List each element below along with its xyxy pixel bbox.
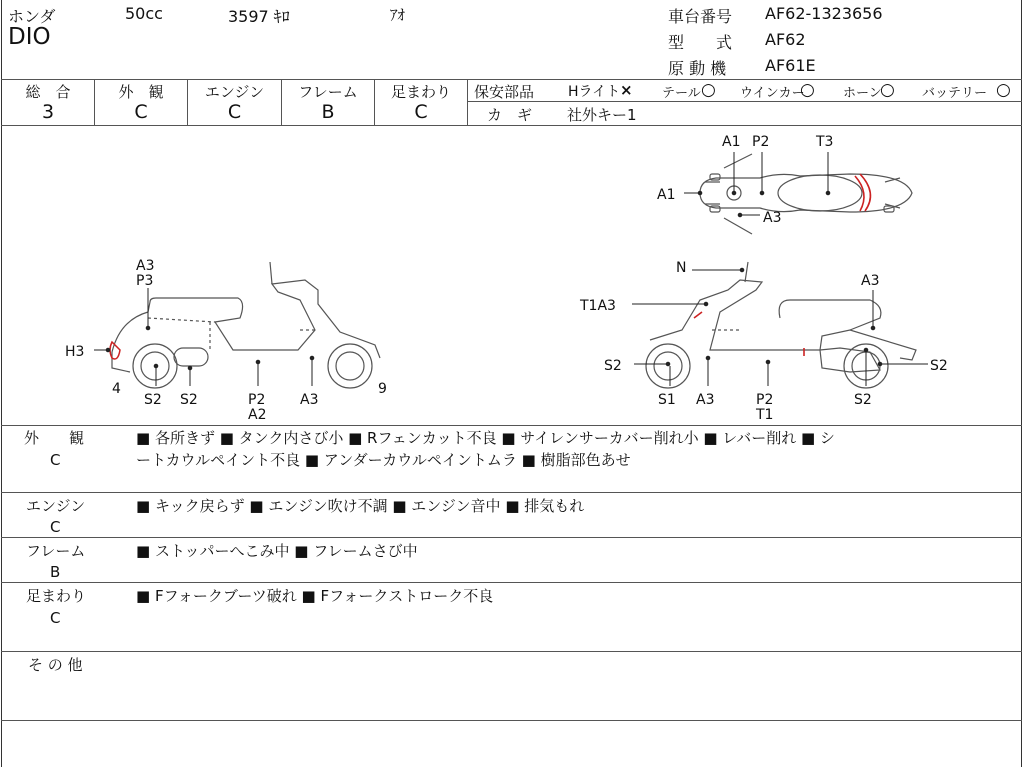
diagram-label: S2	[604, 358, 622, 374]
top-view	[700, 154, 912, 234]
note-category: エンジン	[26, 497, 86, 515]
note-text: ■ Fフォークブーツ破れ ■ Fフォークストローク不良	[136, 587, 494, 605]
note-grade: B	[50, 563, 61, 581]
divider	[1, 720, 1022, 721]
grade-value-overall: 3	[41, 101, 55, 123]
maker: ホンダ	[8, 7, 56, 26]
divider	[1, 651, 1022, 652]
diagram-label: N	[676, 260, 687, 276]
diagram-label: S2	[854, 392, 872, 408]
diagram-label: T1	[756, 407, 774, 423]
diagram-label: P2	[248, 392, 266, 408]
grade-label-frame: フレーム	[298, 83, 358, 101]
diagram-label: A3	[696, 392, 715, 408]
diagram-label: P2	[752, 134, 770, 150]
diagram-label: S1	[658, 392, 676, 408]
note-grade: C	[50, 451, 61, 469]
diagram-label: 4	[112, 381, 121, 397]
note-grade: C	[50, 609, 61, 627]
note-category: そ の 他	[28, 656, 83, 674]
note-text: ■ キック戻らず ■ エンジン吹け不調 ■ エンジン音中 ■ 排気もれ	[136, 497, 585, 515]
frame-no-label: 車台番号	[668, 7, 733, 26]
diagram-label: H3	[65, 344, 85, 360]
divider	[1, 582, 1022, 583]
diagram-label: A3	[861, 273, 880, 289]
grade-value-frame: B	[321, 101, 335, 123]
safety-item-headlight: Hライト	[568, 84, 621, 100]
grade-label-exterior: 外 観	[118, 83, 164, 101]
safety-label: 保安部品	[474, 83, 535, 101]
note-text-continued: ートカウルペイント不良 ■ アンダーカウルペイントムラ ■ 樹脂部色あせ	[136, 451, 631, 469]
diagram-label: A3	[300, 392, 319, 408]
grade-value-exterior: C	[134, 101, 148, 123]
top-view-labels	[684, 152, 830, 217]
type-value: AF62	[765, 30, 806, 49]
safety-item-tail: テール	[662, 86, 701, 101]
note-text: ■ ストッパーへこみ中 ■ フレームさび中	[136, 542, 418, 560]
note-category: フレーム	[26, 542, 86, 560]
type-label: 型 式	[668, 33, 733, 52]
safety-status-winker: ○	[800, 80, 815, 100]
note-grade: C	[50, 518, 61, 536]
diagram-label: S2	[930, 358, 948, 374]
model-name: DIO	[8, 24, 51, 50]
diagram-label: T1A3	[580, 298, 616, 314]
safety-item-winker: ウインカー	[740, 86, 805, 101]
diagram-label: A2	[248, 407, 267, 423]
grade-value-suspension: C	[414, 101, 428, 123]
note-category: 外 観	[24, 429, 85, 447]
right-view-labels	[632, 268, 928, 386]
damage-diagram	[0, 126, 1024, 426]
diagram-label: P3	[136, 273, 154, 289]
diagram-label: A1	[722, 134, 741, 150]
safety-item-battery: バッテリー	[922, 86, 988, 101]
safety-status-headlight: ×	[620, 81, 633, 99]
mileage: 3597 ｷﾛ	[228, 7, 290, 26]
diagram-label: A1	[657, 187, 676, 203]
safety-status-horn: ○	[880, 80, 895, 100]
displacement: 50cc	[125, 4, 163, 23]
divider	[1, 79, 1022, 80]
safety-status-tail: ○	[701, 80, 716, 100]
divider	[467, 79, 468, 125]
engine-label: 原 動 機	[668, 59, 727, 78]
grade-label-suspension: 足まわり	[390, 83, 451, 101]
grade-label-engine: エンジン	[204, 83, 265, 101]
divider	[1, 492, 1022, 493]
divider	[1, 537, 1022, 538]
divider	[468, 101, 1022, 102]
key-label: カ ギ	[487, 106, 533, 124]
diagram-label: T3	[816, 134, 834, 150]
frame-no: AF62-1323656	[765, 4, 883, 23]
safety-status-battery: ○	[996, 80, 1011, 100]
safety-item-horn: ホーン	[843, 86, 882, 101]
diagram-label: P2	[756, 392, 774, 408]
diagram-label: A3	[136, 258, 155, 274]
engine-value: AF61E	[765, 56, 816, 75]
grade-value-engine: C	[227, 101, 242, 123]
grade-label-overall: 総 合	[25, 83, 71, 101]
note-category: 足まわり	[26, 587, 87, 605]
diagram-label: S2	[180, 392, 198, 408]
body-color: ｱｵ	[390, 6, 406, 24]
diagram-label: 9	[378, 381, 387, 397]
diagram-label: S2	[144, 392, 162, 408]
divider	[1, 425, 1022, 426]
key-value: 社外キー1	[567, 106, 637, 124]
diagram-label: A3	[763, 210, 782, 226]
note-text: ■ 各所きず ■ タンク内さび小 ■ Rフェンカット不良 ■ サイレンサーカバー削れ小 ■ レバー削れ ■ シ	[136, 429, 835, 447]
